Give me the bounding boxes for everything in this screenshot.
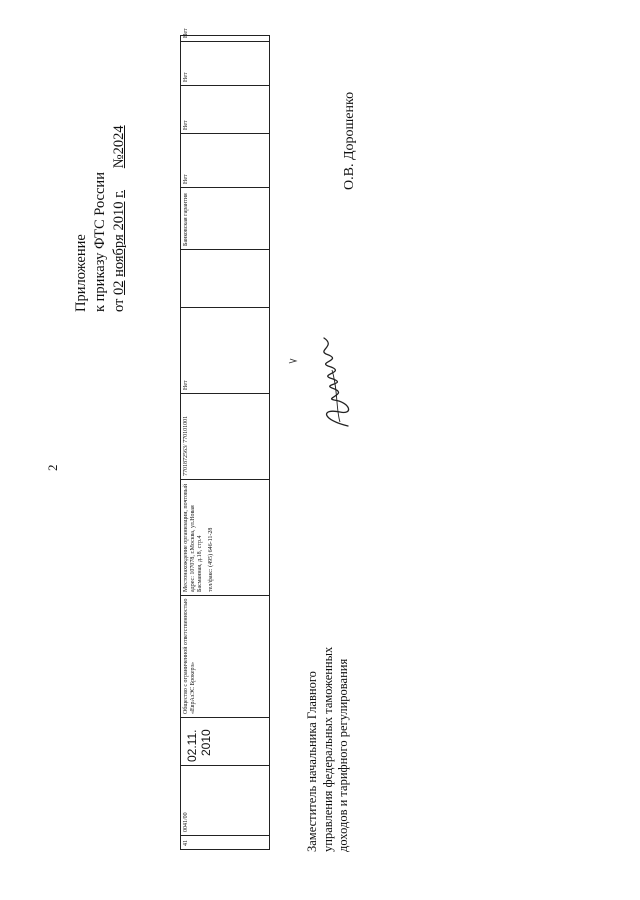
date-year-suffix: г.	[111, 189, 127, 198]
position-line-3: доходов и тарифного регулирования	[336, 658, 350, 852]
date-month-year: ноября 2010	[111, 201, 127, 277]
cell-net-5: Нет	[181, 0, 269, 41]
cell-index: 41	[181, 835, 269, 849]
position-line-1: Заместитель начальника Главного	[305, 671, 319, 852]
date-part2: 2010	[199, 729, 213, 756]
signer-position	[305, 647, 352, 852]
date-prefix: от	[111, 298, 127, 312]
cell-net-3: Нет	[181, 85, 269, 133]
appendix-order-ref: к приказу ФТС России	[92, 172, 108, 312]
cell-inn-kpp: 7701872563/ 770101001	[181, 393, 269, 479]
registry-table	[180, 28, 270, 850]
appendix-date-line	[110, 96, 129, 312]
signer-name: О.В. Дорошенко	[342, 91, 357, 190]
cell-net-2: Нет	[181, 133, 269, 187]
cell-guarantee: Банковская гарантия	[181, 187, 269, 249]
cell-net-4: Нет	[181, 41, 269, 85]
cell-reg-number: 0041/00	[181, 765, 269, 835]
cell-date	[181, 717, 269, 765]
handwritten-signature	[310, 335, 360, 430]
cell-org-name: Общество с ограниченной ответственностью «ЕврАзЭС Брокерз»	[181, 595, 269, 717]
cell-address	[181, 479, 269, 595]
appendix-title: Приложение	[73, 234, 89, 312]
page-number: 2	[45, 464, 60, 471]
small-mark	[288, 357, 298, 365]
cell-net-1: Нет	[181, 307, 269, 393]
date-part1: 02.11.	[185, 729, 199, 762]
date-day: 02	[111, 280, 127, 295]
phone-text: тел/факс: (495) 646-11-28	[207, 527, 214, 592]
address-text: Местонахождение организации, почтовый адрес: 107078, г.Москва, ул.Новая Басманная, д.18, стр.4	[183, 483, 204, 592]
position-line-2: управления федеральных таможенных	[320, 646, 335, 852]
appendix-header	[72, 96, 129, 312]
order-number: №2024	[111, 125, 127, 169]
cell-empty-1	[181, 249, 269, 307]
